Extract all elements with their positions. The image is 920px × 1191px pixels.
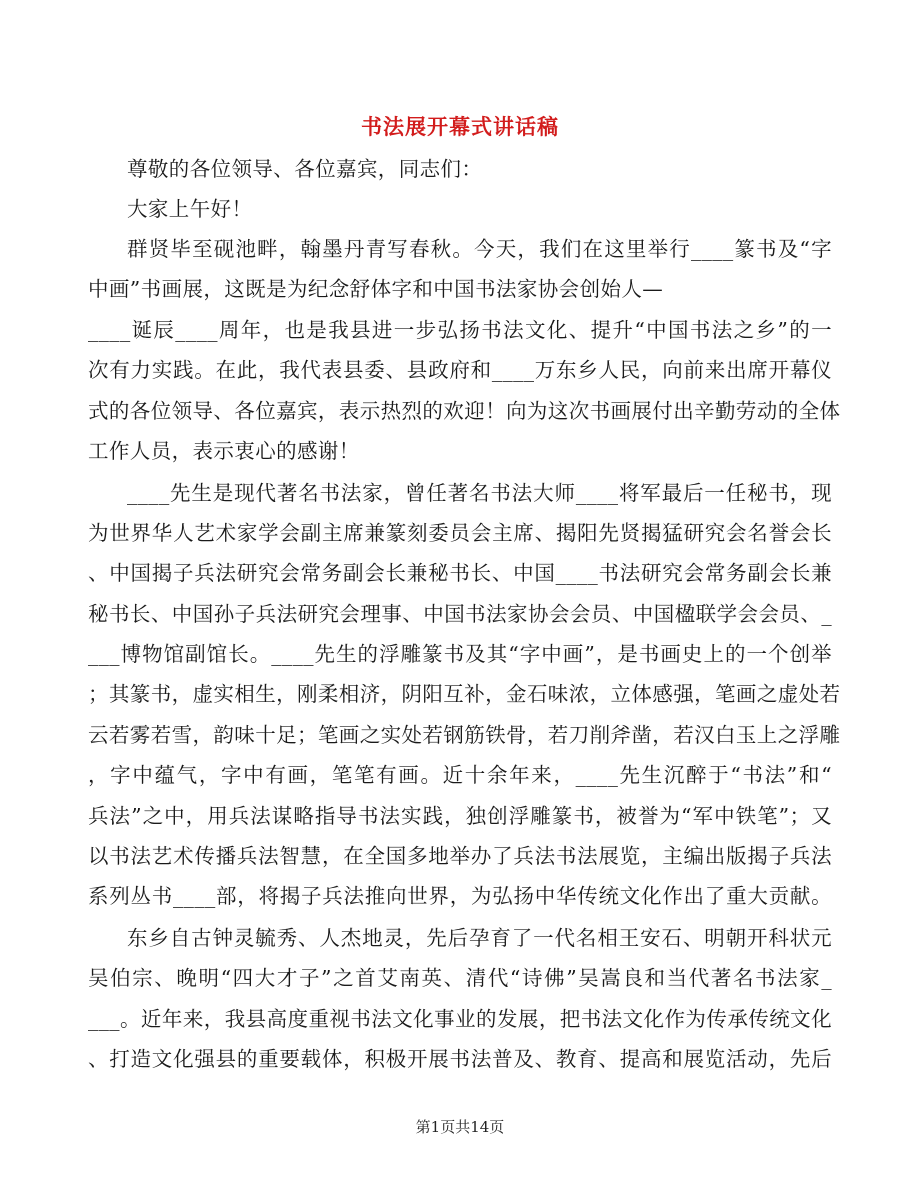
body-line: ；其篆书，虚实相生，刚柔相济，阴阳互补，金石味浓，立体感强，笔画之虚处若 <box>88 682 841 706</box>
body-line: 东乡自古钟灵毓秀、人杰地灵，先后孕育了一代名相王安石、明朝开科状元 <box>127 926 832 950</box>
body-line: 吴伯宗、晚明“四大才子”之首艾南英、清代“诗佛”吴嵩良和当代著名书法家_ <box>88 966 832 990</box>
body-line: ，字中蕴气，字中有画，笔笔有画。近十余年来，____先生沉醉于“书法”和“ <box>88 763 832 787</box>
body-line: 、中国揭子兵法研究会常务副会长兼秘书长、中国____书法研究会常务副会长兼 <box>88 561 832 585</box>
greeting-line: 大家上午好！ <box>127 197 253 221</box>
body-line: 中画”书画展，这既是为纪念舒体字和中国书法家协会创始人— <box>88 277 664 301</box>
body-line: 系列丛书____部，将揭子兵法推向世界，为弘扬中华传统文化作出了重大贡献。 <box>88 884 832 908</box>
body-line: 云若雾若雪，韵味十足；笔画之实处若钢筋铁骨，若刀削斧凿，若汉白玉上之浮雕 <box>88 723 841 747</box>
body-line: ___。近年来，我县高度重视书法文化事业的发展，把书法文化作为传承传统文化 <box>88 1007 832 1031</box>
body-line: 秘书长、中国孙子兵法研究会理事、中国书法家协会会员、中国楹联学会会员、_ <box>88 602 832 626</box>
body-line: ____先生是现代著名书法家，曾任著名书法大师____将军最后一任秘书，现 <box>127 481 832 505</box>
document-title: 书法展开幕式讲话稿 <box>361 114 559 139</box>
page-number: 第1页共14页 <box>415 1118 505 1136</box>
body-line: ____诞辰____周年，也是我县进一步弘扬书法文化、提升“中国书法之乡”的一 <box>88 318 832 342</box>
body-line: 次有力实践。在此，我代表县委、县政府和____万东乡人民，向前来出席开幕仪 <box>88 358 832 382</box>
body-line: 、打造文化强县的重要载体，积极开展书法普及、教育、提高和展览活动，先后 <box>88 1047 832 1071</box>
body-line: 工作人员，表示衷心的感谢！ <box>88 439 360 463</box>
body-line: 以书法艺术传播兵法智慧，在全国多地举办了兵法书法展览，主编出版揭子兵法 <box>88 844 832 868</box>
body-line: 兵法”之中，用兵法谋略指导书法实践，独创浮雕篆书，被誉为“军中铁笔”；又 <box>88 804 832 828</box>
salutation-line: 尊敬的各位领导、各位嘉宾，同志们： <box>127 157 483 181</box>
body-line: ___博物馆副馆长。____先生的浮雕篆书及其“字中画”，是书画史上的一个创举 <box>88 642 832 666</box>
body-line: 为世界华人艺术家学会副主席兼篆刻委员会主席、揭阳先贤揭猛研究会名誉会长 <box>88 521 832 545</box>
body-line: 群贤毕至砚池畔，翰墨丹青写春秋。今天，我们在这里举行____篆书及“字 <box>127 237 832 261</box>
body-line: 式的各位领导、各位嘉宾，表示热烈的欢迎！向为这次书画展付出辛勤劳动的全体 <box>88 399 841 423</box>
